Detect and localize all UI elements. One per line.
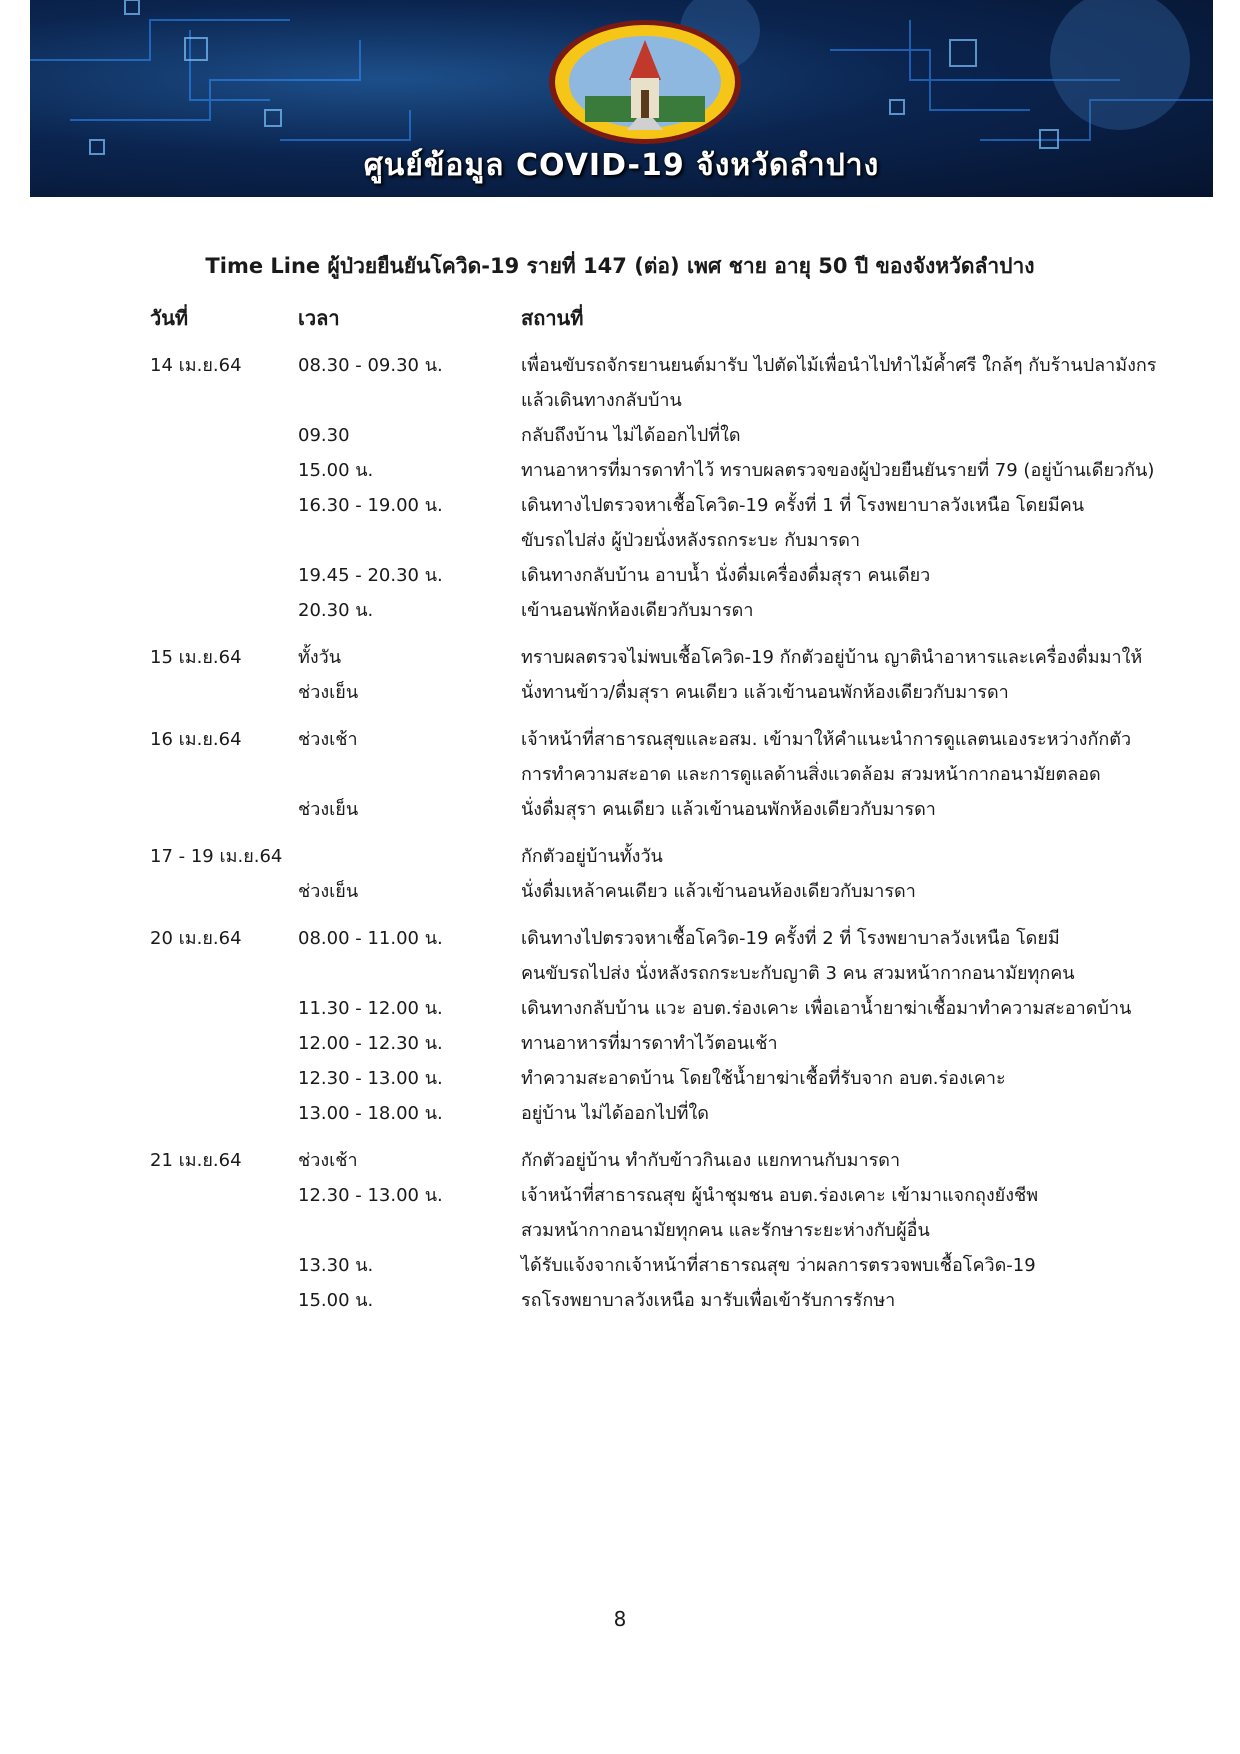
row-place — [521, 1026, 1211, 1061]
row-time: ทั้งวัน — [298, 647, 342, 668]
timeline-group — [0, 839, 1240, 909]
row-place — [521, 722, 1211, 792]
row-place-line: กักตัวอยู่บ้านทั้งวัน — [521, 846, 663, 867]
timeline-row — [0, 1143, 1240, 1178]
page-title: Time Line ผู้ป่วยยืนยันโควิด-19 รายที่ 147 (ต่อ) เพศ ชาย อายุ 50 ปี ของจังหวัดลำปาง — [205, 254, 1035, 278]
row-place-line: อยู่บ้าน ไม่ได้ออกไปที่ใด — [521, 1103, 709, 1124]
row-place — [521, 991, 1211, 1026]
header-banner — [30, 0, 1213, 197]
row-place-line: เพื่อนขับรถจักรยานยนต์มารับ ไปตัดไม้เพื่อนำไปทำไม้ค้ำศรี ใกล้ๆ กับร้านปลามังกร — [521, 355, 1157, 376]
row-time: 15.00 น. — [298, 460, 374, 481]
row-time: 12.30 - 13.00 น. — [298, 1068, 443, 1089]
row-place — [521, 348, 1211, 418]
timeline-row — [0, 593, 1240, 628]
timeline-row — [0, 839, 1240, 874]
header-date: วันที่ — [150, 306, 189, 330]
timeline-row — [0, 1178, 1240, 1248]
row-time: 16.30 - 19.00 น. — [298, 495, 443, 516]
row-date: 21 เม.ย.64 — [150, 1150, 242, 1171]
page-number: 8 — [613, 1607, 627, 1631]
row-place-line: นั่งดื่มสุรา คนเดียว แล้วเข้านอนพักห้องเดียวกับมารดา — [521, 799, 936, 820]
row-place-line: นั่งทานข้าว/ดื่มสุรา คนเดียว แล้วเข้านอนพักห้องเดียวกับมารดา — [521, 682, 1009, 703]
row-place-line: ได้รับแจ้งจากเจ้าหน้าที่สาธารณสุข ว่าผลการตรวจพบเชื้อโควิด-19 — [521, 1255, 1036, 1276]
row-place-line: เดินทางกลับบ้าน แวะ อบต.ร่องเคาะ เพื่อเอาน้ำยาฆ่าเชื้อมาทำความสะอาดบ้าน — [521, 998, 1132, 1019]
row-date: 17 - 19 เม.ย.64 — [150, 846, 283, 867]
row-place-line: ทานอาหารที่มารดาทำไว้ ทราบผลตรวจของผู้ป่วยยืนยันรายที่ 79 (อยู่บ้านเดียวกัน) — [521, 460, 1155, 481]
row-place — [521, 1143, 1211, 1178]
row-place — [521, 921, 1211, 991]
row-place — [521, 874, 1211, 909]
timeline-group — [0, 640, 1240, 710]
timeline-row — [0, 1096, 1240, 1131]
row-time: ช่วงเช้า — [298, 729, 358, 750]
row-place-line: ทานอาหารที่มารดาทำไว้ตอนเช้า — [521, 1033, 778, 1054]
timeline-group — [0, 1143, 1240, 1318]
row-time: 20.30 น. — [298, 600, 374, 621]
row-place — [521, 453, 1211, 488]
row-time: ช่วงเย็น — [298, 799, 359, 820]
timeline-row — [0, 558, 1240, 593]
row-place — [521, 1061, 1211, 1096]
row-place — [521, 839, 1211, 874]
row-place-line: กักตัวอยู่บ้าน ทำกับข้าวกินเอง แยกทานกับมารดา — [521, 1150, 901, 1171]
timeline-row — [0, 1283, 1240, 1318]
row-time: 19.45 - 20.30 น. — [298, 565, 443, 586]
row-place — [521, 418, 1211, 453]
row-time: ช่วงเช้า — [298, 1150, 358, 1171]
row-place — [521, 675, 1211, 710]
timeline-row — [0, 1026, 1240, 1061]
row-place — [521, 1283, 1211, 1318]
row-place-line: เดินทางไปตรวจหาเชื้อโควิด-19 ครั้งที่ 2 ที่ โรงพยาบาลวังเหนือ โดยมี — [521, 928, 1060, 949]
row-place-line: เจ้าหน้าที่สาธารณสุข ผู้นำชุมชน อบต.ร่องเคาะ เข้ามาแจกถุงยังชีพ — [521, 1185, 1039, 1206]
row-place-line: ขับรถไปส่ง ผู้ป่วยนั่งหลังรถกระบะ กับมารดา — [521, 530, 861, 551]
timeline-table — [0, 348, 1240, 1330]
timeline-row — [0, 418, 1240, 453]
row-date: 14 เม.ย.64 — [150, 355, 242, 376]
row-place — [521, 1178, 1211, 1248]
row-place-line: กลับถึงบ้าน ไม่ได้ออกไปที่ใด — [521, 425, 741, 446]
timeline-row — [0, 991, 1240, 1026]
row-time: 13.00 - 18.00 น. — [298, 1103, 443, 1124]
row-place-line: รถโรงพยาบาลวังเหนือ มารับเพื่อเข้ารับการรักษา — [521, 1290, 896, 1311]
row-time: 08.00 - 11.00 น. — [298, 928, 443, 949]
timeline-row — [0, 640, 1240, 675]
timeline-row — [0, 921, 1240, 991]
timeline-group — [0, 722, 1240, 827]
timeline-row — [0, 722, 1240, 792]
timeline-row — [0, 792, 1240, 827]
row-place — [521, 558, 1211, 593]
row-place-line: เข้านอนพักห้องเดียวกับมารดา — [521, 600, 754, 621]
timeline-row — [0, 874, 1240, 909]
timeline-row — [0, 675, 1240, 710]
row-time: 11.30 - 12.00 น. — [298, 998, 443, 1019]
row-place — [521, 792, 1211, 827]
row-date: 16 เม.ย.64 — [150, 729, 242, 750]
row-place-line: สวมหน้ากากอนามัยทุกคน และรักษาระยะห่างกับผู้อื่น — [521, 1220, 930, 1241]
row-time: ช่วงเย็น — [298, 682, 359, 703]
row-place-line: ทำความสะอาดบ้าน โดยใช้น้ำยาฆ่าเชื้อที่รับจาก อบต.ร่องเคาะ — [521, 1068, 1006, 1089]
timeline-row — [0, 488, 1240, 558]
timeline-row — [0, 1061, 1240, 1096]
timeline-row — [0, 1248, 1240, 1283]
row-place — [521, 1248, 1211, 1283]
row-place-line: นั่งดื่มเหล้าคนเดียว แล้วเข้านอนห้องเดียวกับมารดา — [521, 881, 916, 902]
row-time: 13.30 น. — [298, 1255, 374, 1276]
banner-title: ศูนย์ข้อมูล COVID-19 จังหวัดลำปาง — [363, 148, 880, 183]
row-place-line: การทำความสะอาด และการดูแลด้านสิ่งแวดล้อม สวมหน้ากากอนามัยตลอด — [521, 764, 1101, 785]
row-time: ช่วงเย็น — [298, 881, 359, 902]
row-place — [521, 640, 1211, 675]
row-place-line: เดินทางกลับบ้าน อาบน้ำ นั่งดื่มเครื่องดื่มสุรา คนเดียว — [521, 565, 931, 586]
row-time: 08.30 - 09.30 น. — [298, 355, 443, 376]
row-place-line: คนขับรถไปส่ง นั่งหลังรถกระบะกับญาติ 3 คน สวมหน้ากากอนามัยทุกคน — [521, 963, 1075, 984]
row-time: 09.30 — [298, 425, 350, 446]
timeline-group — [0, 921, 1240, 1131]
row-date: 20 เม.ย.64 — [150, 928, 242, 949]
timeline-row — [0, 348, 1240, 418]
row-place-line: ทราบผลตรวจไม่พบเชื้อโควิด-19 กักตัวอยู่บ้าน ญาตินำอาหารและเครื่องดื่มมาให้ — [521, 647, 1143, 668]
timeline-group — [0, 348, 1240, 628]
row-place — [521, 593, 1211, 628]
row-place — [521, 488, 1211, 558]
lampang-seal-logo — [545, 18, 745, 146]
row-place-line: แล้วเดินทางกลับบ้าน — [521, 390, 682, 411]
header-place: สถานที่ — [521, 306, 584, 330]
row-time: 12.30 - 13.00 น. — [298, 1185, 443, 1206]
timeline-row — [0, 453, 1240, 488]
row-date: 15 เม.ย.64 — [150, 647, 242, 668]
row-place — [521, 1096, 1211, 1131]
row-place-line: เดินทางไปตรวจหาเชื้อโควิด-19 ครั้งที่ 1 ที่ โรงพยาบาลวังเหนือ โดยมีคน — [521, 495, 1085, 516]
row-place-line: เจ้าหน้าที่สาธารณสุขและอสม. เข้ามาให้คำแนะนำการดูแลตนเองระหว่างกักตัว — [521, 729, 1132, 750]
header-time: เวลา — [298, 306, 340, 330]
row-time: 12.00 - 12.30 น. — [298, 1033, 443, 1054]
row-time: 15.00 น. — [298, 1290, 374, 1311]
